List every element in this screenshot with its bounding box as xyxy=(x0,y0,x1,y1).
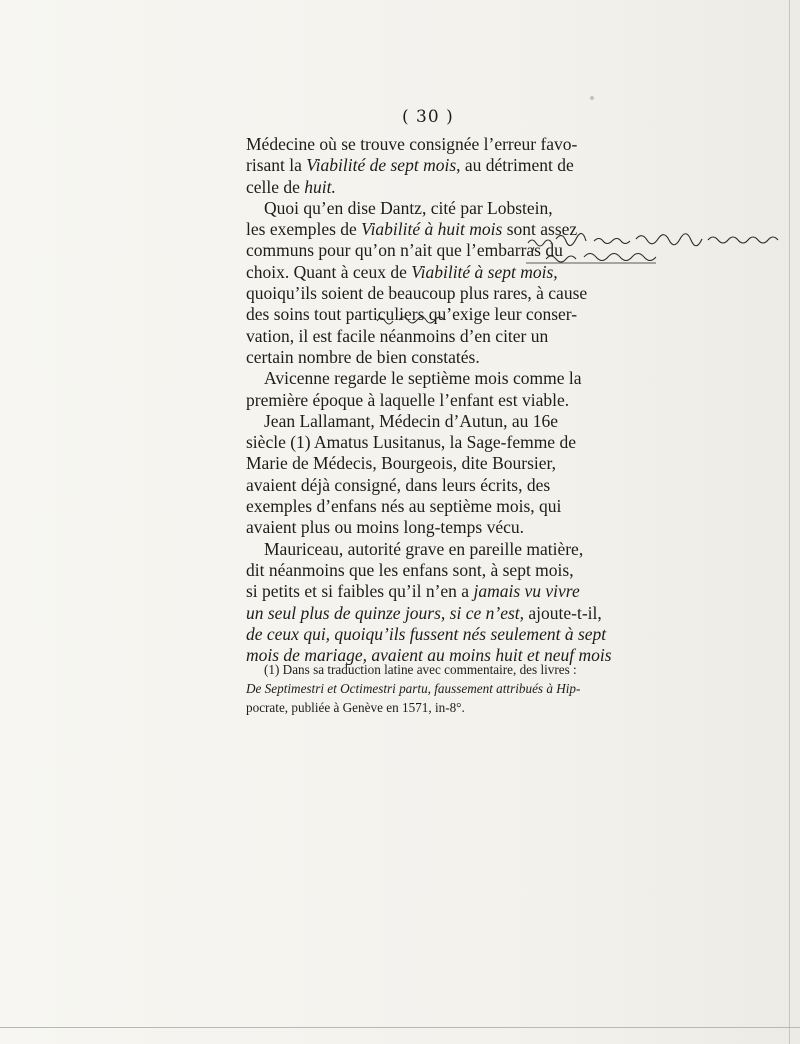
text-line: les exemples de Viabilité à huit mois sont assez xyxy=(246,219,578,240)
text-line: des soins tout particuliers qu’exige leur conser- xyxy=(246,304,578,325)
footnote-line: (1) Dans sa traduction latine avec commentaire, des livres : xyxy=(264,662,577,677)
text-line: Marie de Médecis, Bourgeois, dite Boursier, xyxy=(246,453,557,474)
handwritten-annotation xyxy=(526,229,796,267)
interlinear-annotation xyxy=(375,311,495,325)
page-edge-line xyxy=(789,0,790,1044)
text-line: risant la Viabilité de sept mois, au détriment de xyxy=(246,155,574,176)
text-line: Avicenne regarde le septième mois comme la xyxy=(264,368,582,389)
text-line: avaient déjà consigné, dans leurs écrits, des xyxy=(246,474,551,495)
text-line: Quoi qu’en dise Dantz, cité par Lobstein, xyxy=(264,197,553,218)
text-line: dit néanmoins que les enfans sont, à sept mois, xyxy=(246,559,574,580)
text-line: siècle (1) Amatus Lusitanus, la Sage-femme de xyxy=(246,432,576,453)
text-line: exemples d’enfans nés au septième mois, qui xyxy=(246,496,562,517)
page-bottom-edge xyxy=(0,1027,800,1028)
footnote-line: De Septimestri et Octimestri partu, faussement attribués à Hip- xyxy=(246,681,581,696)
text-line: celle de huit. xyxy=(246,176,336,197)
text-line: de ceux qui, quoiqu’ils fussent nés seulement à sept xyxy=(246,623,607,644)
text-line: Médecine où se trouve consignée l’erreur favo- xyxy=(246,134,578,154)
footnote xyxy=(246,660,598,717)
main-text xyxy=(246,134,612,666)
text-line: communs pour qu’on n’ait que l’embarras du xyxy=(246,240,563,261)
text-line: certain nombre de bien constatés. xyxy=(246,346,480,367)
text-line: mois de mariage, avaient au moins huit et neuf mois xyxy=(246,645,612,666)
text-line: si petits et si faibles qu’il n’en a jamais vu vivre xyxy=(246,581,580,602)
text-line: quoiqu’ils soient de beaucoup plus rares, à cause xyxy=(246,283,588,304)
handwriting-scribble xyxy=(526,229,796,267)
text-line: première époque à laquelle l’enfant est viable. xyxy=(246,389,570,410)
text-line: vation, il est facile néanmoins d’en citer un xyxy=(246,325,549,346)
footnote-line: pocrate, publiée à Genève en 1571, in-8°. xyxy=(246,700,465,715)
text-line: Jean Lallamant, Médecin d’Autun, au 16e xyxy=(264,410,558,431)
handwriting-scribble xyxy=(375,312,495,326)
text-line: avaient plus ou moins long-temps vécu. xyxy=(246,517,525,538)
text-line: choix. Quant à ceux de Viabilité à sept mois, xyxy=(246,261,558,282)
page-number: ( 30 ) xyxy=(402,107,454,127)
text-line: un seul plus de quinze jours, si ce n’est, ajoute-t-il, xyxy=(246,602,602,623)
text-line: Mauriceau, autorité grave en pareille matière, xyxy=(264,538,584,559)
ink-spot xyxy=(590,96,594,100)
